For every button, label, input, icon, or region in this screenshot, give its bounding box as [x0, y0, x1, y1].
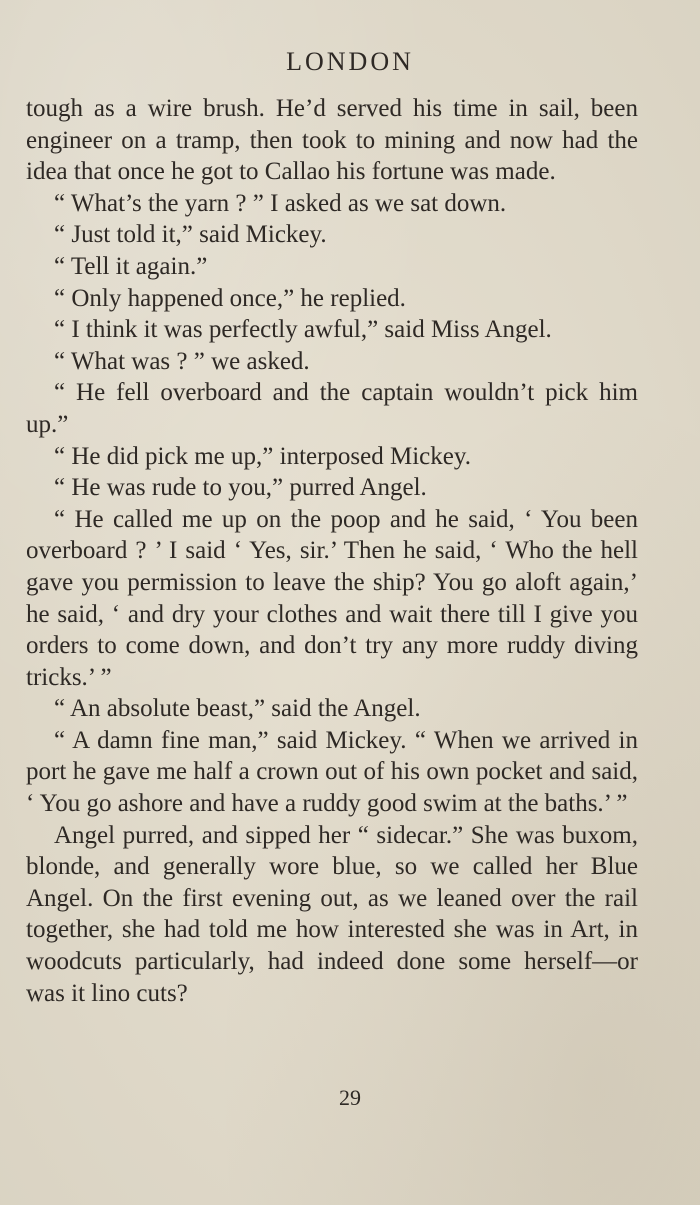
paragraph-6: “ I think it was perfectly awful,” said Miss Angel.	[54, 316, 552, 344]
paragraph-8: “ He fell overboard and the captain wouldn’t pick him up.”	[26, 379, 638, 438]
paragraph-2: “ What’s the yarn ? ” I asked as we sat down.	[54, 189, 507, 217]
paragraph-7: “ What was ? ” we asked.	[54, 347, 310, 375]
paragraph-10: “ He was rude to you,” purred Angel.	[54, 474, 427, 502]
paragraph-3: “ Just told it,” said Mickey.	[54, 221, 327, 249]
paragraph-9: “ He did pick me up,” interposed Mickey.	[54, 442, 472, 470]
paragraph-5: “ Only happened once,” he replied.	[54, 284, 406, 312]
paragraph-13: “ A damn fine man,” said Mickey. “ When we arrived in port he gave me half a crown out of his own pocket and said, ‘ You go ashore and have a ruddy good swim at the baths.’ ”	[26, 726, 638, 818]
paragraph-11: “ He called me up on the poop and he said, ‘ You been overboard ? ’ I said ‘ Yes, sir.’ Then he said, ‘ Who the hell gave you permission to leave the ship? You go aloft again,’ he said, ‘ and dry your clothes and wait there till I give you orders to come down, and don’t try any more ruddy diving tricks.’ ”	[26, 505, 638, 691]
running-head: LONDON	[286, 47, 414, 76]
page-number: 29	[339, 1085, 361, 1110]
paragraph-14: Angel purred, and sipped her “ sidecar.” She was buxom, blonde, and generally wore blue, so we called her Blue Angel. On the first evening out, as we leaned over the rail together, she had told me how interested she was in Art, in woodcuts particularly, had indeed done some herself—or was it lino cuts?	[26, 821, 638, 1007]
paragraph-4: “ Tell it again.”	[54, 252, 208, 280]
body-text	[26, 93, 638, 1009]
paragraph-12: “ An absolute beast,” said the Angel.	[54, 695, 421, 723]
paragraph-1: tough as a wire brush. He’d served his time in sail, been engineer on a tramp, then took to mining and now had the idea that once he got to Callao his fortune was made.	[26, 95, 638, 186]
